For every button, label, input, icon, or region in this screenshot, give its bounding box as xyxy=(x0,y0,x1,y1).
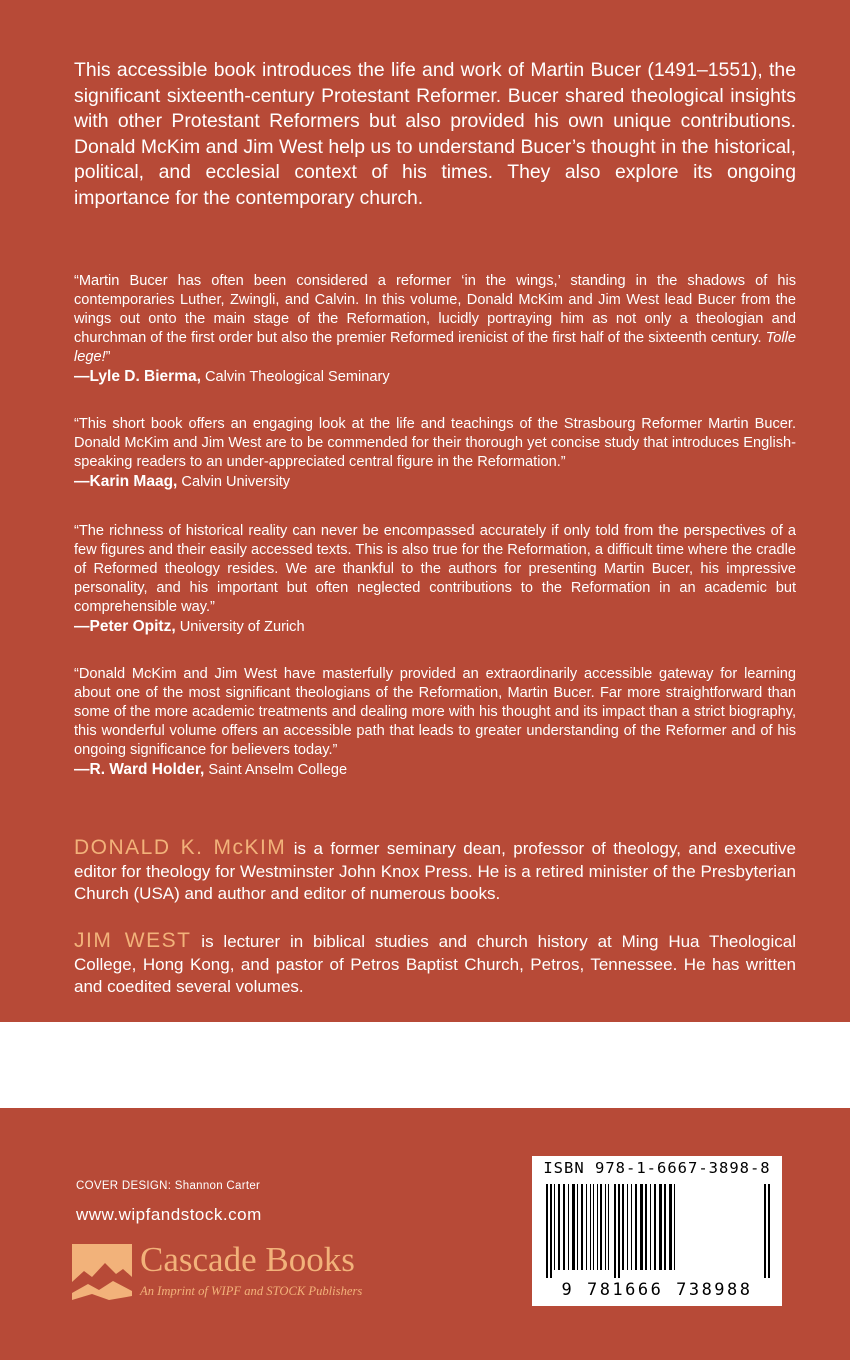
endorsement-text: “This short book offers an engaging look at the life and teachings of the Strasbourg Reformer Martin Bucer. Donald McKim and Jim West are to be commended for their thorough yet concise study that introduces English-speaking readers to an under-appreciated central figure in the Reformation.” xyxy=(74,416,796,470)
barcode-bar xyxy=(577,1184,578,1270)
endorser-affiliation: Calvin University xyxy=(177,474,291,490)
endorser-name: —Karin Maag, xyxy=(74,473,178,490)
barcode-bar xyxy=(650,1184,651,1270)
barcode-bar xyxy=(768,1184,770,1278)
barcode-bar xyxy=(605,1184,606,1270)
barcode-bar xyxy=(590,1184,591,1270)
publisher-logo xyxy=(72,1240,442,1306)
barcode-bar xyxy=(659,1184,662,1270)
barcode-bar xyxy=(645,1184,647,1270)
white-band xyxy=(0,1022,850,1108)
endorsement xyxy=(74,522,796,637)
author-bio xyxy=(74,837,796,906)
barcode-bar xyxy=(593,1184,594,1270)
book-blurb: This accessible book introduces the life and work of Martin Bucer (1491–1551), the significant sixteenth-century Protestant Reformer. Bucer shared theological insights with other Protestant Reformers but also provided his own unique contributions. Donald McKim and Jim West help us to understand Bucer’s thought in the historical, political, and ecclesial context of his times. They also explore its ongoing importance for the contemporary church. xyxy=(74,59,796,209)
barcode-bar xyxy=(608,1184,609,1270)
endorsement xyxy=(74,415,796,492)
endorsement-text: “Donald McKim and Jim West have masterfully provided an extraordinarily accessible gateway for learning about one of the most significant theologians of the Reformation, Martin Bucer. Far more straightforward than some of the more academic treatments and dealing more with his thought and its impact than a strict biography, this wonderful volume offers an accessible path that leads to greater understanding of the Reformer and of his ongoing significance for believers today.” xyxy=(74,666,796,758)
endorser-affiliation: Calvin Theological Seminary xyxy=(200,369,390,385)
cover-design-credit: COVER DESIGN: Shannon Carter xyxy=(76,1180,261,1192)
barcode-bar xyxy=(635,1184,637,1270)
barcode-bar xyxy=(558,1184,560,1270)
barcode-bar xyxy=(581,1184,583,1270)
barcode-bar xyxy=(622,1184,624,1270)
endorsement-text: “The richness of historical reality can never be encompassed accurately if only told from the perspectives of a few figures and their easily accessed texts. This is also true for the Reformation, a difficult time where the cradle of Reformed theology resides. We are thankful to the authors for presenting Martin Bucer, his impressive personality, and his important but often neglected contributions to the Reformation in an academic but comprehensible way.” xyxy=(74,523,796,615)
isbn-barcode xyxy=(532,1156,782,1306)
barcode-bar xyxy=(669,1184,672,1270)
barcode-bar xyxy=(546,1184,548,1278)
barcode-bar xyxy=(597,1184,598,1270)
publisher-imprint: An Imprint of WIPF and STOCK Publishers xyxy=(140,1284,363,1298)
barcode-bar xyxy=(586,1184,587,1270)
barcode-icon xyxy=(542,1184,772,1278)
barcode-bar xyxy=(550,1184,552,1278)
barcode-bar xyxy=(614,1184,616,1278)
barcode-bar xyxy=(640,1184,643,1270)
barcode-bar xyxy=(568,1184,569,1270)
publisher-website: www.wipfandstock.com xyxy=(76,1205,262,1224)
endorsement-attribution xyxy=(74,367,796,387)
mountain-logo-icon xyxy=(72,1244,132,1306)
author-name: DONALD K. McKIM xyxy=(74,836,287,859)
endorsement-attribution xyxy=(74,472,796,492)
author-bio-text: is lecturer in biblical studies and church history at Ming Hua Theological College, Hong Kong, and pastor of Petros Baptist Church, Petros, Tennessee. He has written and coedited several volumes. xyxy=(74,932,796,996)
endorser-affiliation: University of Zurich xyxy=(175,619,305,635)
endorsement xyxy=(74,272,796,387)
ean-number: 9 781666 738988 xyxy=(561,1280,753,1300)
barcode-bar xyxy=(674,1184,675,1270)
endorsement-text: “Martin Bucer has often been considered a reformer ‘in the wings,’ standing in the shadows of his contemporaries Luther, Zwingli, and Calvin. In this volume, Donald McKim and Jim West lead Bucer from the wings out onto the main stage of the Reformation, lucidly portraying him as not only a theologian and churchman of the first order but also the premier Reformed irenicist of the first half of the sixteenth century. xyxy=(74,273,796,346)
endorsement-emphasis: Tolle lege! xyxy=(74,330,796,365)
barcode-bar xyxy=(654,1184,656,1270)
author-name: JIM WEST xyxy=(74,929,192,952)
barcode-bar xyxy=(600,1184,602,1270)
endorser-name: —Peter Opitz, xyxy=(74,618,176,635)
endorsement xyxy=(74,665,796,780)
barcode-bar xyxy=(627,1184,628,1270)
author-bio xyxy=(74,930,796,999)
endorser-affiliation: Saint Anselm College xyxy=(204,762,348,778)
barcode-bar xyxy=(631,1184,632,1270)
barcode-bar xyxy=(664,1184,666,1270)
isbn-number: ISBN 978-1-6667-3898-8 xyxy=(543,1159,771,1177)
endorsement-closing-quote: ” xyxy=(105,349,111,365)
endorsement-attribution xyxy=(74,760,796,780)
barcode-bar xyxy=(764,1184,766,1278)
barcode-bar xyxy=(554,1184,555,1270)
barcode-bar xyxy=(572,1184,575,1270)
publisher-name: Cascade Books xyxy=(140,1240,355,1279)
endorsement-attribution xyxy=(74,617,796,637)
endorser-name: —R. Ward Holder, xyxy=(74,761,205,778)
endorser-name: —Lyle D. Bierma, xyxy=(74,368,201,385)
author-bio-text: is a former seminary dean, professor of theology, and executive editor for theology for Westminster John Knox Press. He is a retired minister of the Presbyterian Church (USA) and author and editor of numerous books. xyxy=(74,839,796,903)
barcode-bar xyxy=(563,1184,565,1270)
barcode-bar xyxy=(618,1184,620,1278)
